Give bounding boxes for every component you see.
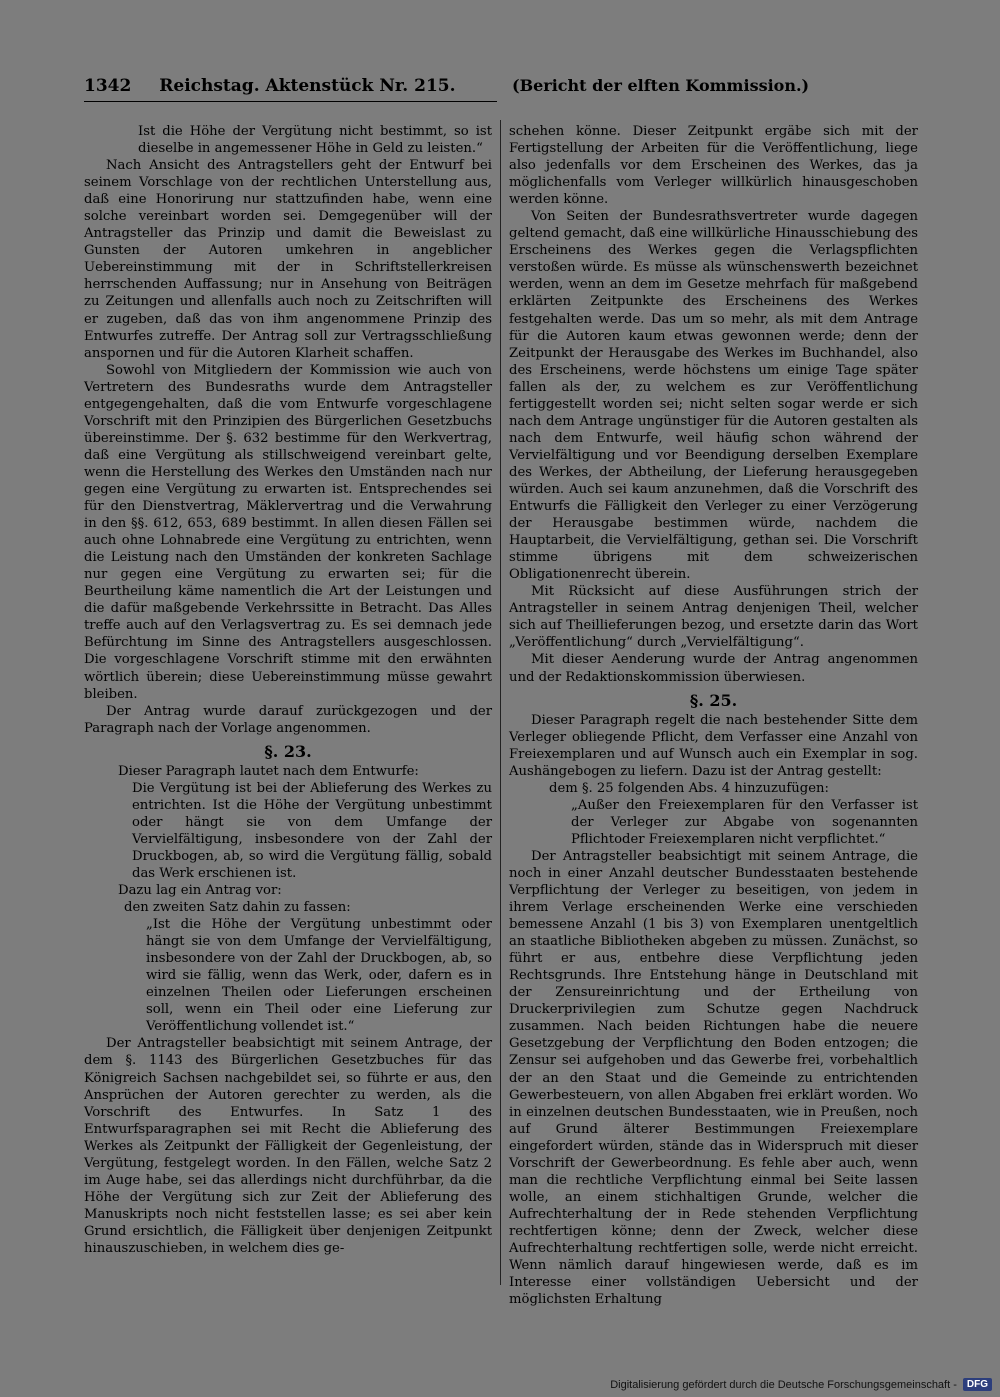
paragraph: Dieser Paragraph lautet nach dem Entwurfe: [118,763,419,779]
paragraph: dem §. 25 folgenden Abs. 4 hinzuzufügen: [549,780,829,796]
right-column [509,123,918,1308]
paragraph: schehen könne. Dieser Zeitpunkt ergäbe sich mit der Fertigstellung der Arbeiten für die Veröffentlichung, liege also jedenfalls vor dem Erscheinen des Werkes, das ja möglichenfalls vom Verleger willkürlich hinausgeschoben werden könne. [509,124,918,208]
page-number: 1342 [84,76,132,96]
section-heading: §. 25. [689,690,738,710]
paragraph: Der Antragsteller beabsichtigt mit seinem Antrage, die noch in einer Anzahl deutscher Bundesstaaten bestehende Verpflichtung der Verleger zu beseitigen, von jedem in ihrem Verlage erscheinenden Werke eine verschieden bemessene Anzahl (1 bis 3) von Exemplaren unentgeltlich an staatliche Bibliotheken abgeben zu müssen. Zunächst, so führt er aus, entbehre diese Verpflichtung jeden Rechtsgrunds. Ihre Entstehung hänge in Deutschland mit der Zensureinrichtung und der Ertheilung von Druckerprivilegien zum Schutze gegen Nachdruck zusammen. Nach beiden Richtungen habe die neuere Gesetzgebung der Verpflichtung den Boden entzogen; die Zensur sei aufgehoben und das Gewerbe frei, vorbehaltlich der an den Staat und die Gemeinde zu entrichtenden Gewerbesteuern, von allen Abgaben frei erklärt worden. Wo in einzelnen deutschen Bundesstaaten, wie in Preußen, noch auf Grund älterer Bestimmungen Freiexemplare eingefordert würden, stände das in Widerspruch mit dieser Vorschrift der Gewerbeordnung. Es fehle aber auch, wenn man die rechtliche Verpflichtung einmal bei Seite lassen wolle, an einem stichhaltigen Grunde, welcher die Aufrechterhaltung der in Rede stehenden Verpflichtung rechtfertigen könne; denn der Zweck, welcher diese Aufrechterhaltung rechtfertigen solle, werde nicht erreicht. Wenn nämlich darauf hingewiesen werde, daß es im Interesse einer vollständigen Uebersicht und der möglichsten Erhaltung [509,848,918,1308]
paragraph: Mit Rücksicht auf diese Ausführungen strich der Antragsteller in seinem Antrag denjenigen Theil, welcher sich auf Theillieferungen bezog, und ersetzte darin das Wort „Veröffentlichung“ durch „Vervielfältigung“. [509,584,918,651]
paragraph: Mit dieser Aenderung wurde der Antrag angenommen und der Redaktionskommission überwiesen. [509,652,918,685]
paragraph: Sowohl von Mitgliedern der Kommission wie auch von Vertretern des Bundesraths wurde dem Antragsteller entgegengehalten, daß die vom Entwurfe vorgeschlagene Vorschrift mit den Prinzipien des Bürgerlichen Gesetzbuchs übereinstimme. Der §. 632 bestimme für den Werkvertrag, daß eine Vergütung als stillschweigend vereinbart gelte, wenn die Herstellung des Werkes den Umständen nach nur gegen eine Vergütung zu erwarten ist. Entsprechendes sei für den Dienstvertrag, Mäklervertrag und die Verwahrung in den §§. 612, 653, 689 bestimmt. In allen diesen Fällen sei auch ohne Lohnabrede eine Vergütung zu entrichten, wenn die Leistung nach den Umständen der konkreten Sachlage nur gegen eine Vergütung zu erwarten sei; für die Beurtheilung käme namentlich die Art der Leistungen und die dafür maßgebende Verkehrssitte in Betracht. Das Alles treffe auch auf den Verlagsvertrag zu. Es sei demnach jede Befürchtung im Sinne des Antragstellers ausgeschlossen. Die vorgeschlagene Vorschrift stimme mit den erwähnten wörtlich überein; diese Uebereinstimmung müsse gewahrt bleiben. [84,362,492,702]
footer-text: Digitalisierung gefördert durch die Deutsche Forschungsgemeinschaft - [610,1378,957,1391]
paragraph: Ist die Höhe der Vergütung nicht bestimmt, so ist dieselbe in angemessener Höhe in Geld zu leisten.“ [138,124,492,157]
quoted-text: „Außer den Freiexemplaren für den Verfasser ist der Verleger zur Abgabe von sogenannten Pflichtoder Freiexemplaren nicht verpflichtet.“ [571,797,918,847]
paragraph: Von Seiten der Bundesrathsvertreter wurde dagegen geltend gemacht, daß eine willkürliche Hinausschiebung des Erscheinens des Werkes gegen die Verlagspflichten verstoßen würde. Es müsse als wünschenswerth bezeichnet werden, wenn an dem im Gesetze mehrfach für maßgebend erklärten Zeitpunkte des Erscheinens des Werkes festgehalten werde. Das um so mehr, als mit dem Antrage für die Autoren kaum etwas gewonnen werde; denn der Zeitpunkt der Herausgabe des Werkes im Buchhandel, also des Erscheinens, werde höchstens um einige Tage später fallen als der, zu welchem es zur Veröffentlichung fertiggestellt worden sei; nicht selten sogar werde er sich nach dem Antrage ungünstiger für die Autoren gestalten als nach dem Entwurfe, weil häufig schon während der Vervielfältigung und vor Beendigung derselben Exemplare des Werkes, der Abtheilung, der Lieferung herausgegeben würden. Auch sei kaum anzunehmen, daß die Vorschrift des Entwurfs die Fälligkeit den Verleger zu einer Verzögerung der Herausgabe bestimmen würde, nachdem die Hauptarbeit, die Vervielfältigung, gethan sei. Die Vorschrift stimme übrigens mit dem schweizerischen Obligationenrecht überein. [509,209,918,583]
paragraph: den zweiten Satz dahin zu fassen: [124,900,351,916]
quoted-text: Die Vergütung ist bei der Ablieferung des Werkes zu entrichten. Ist die Höhe der Vergütung unbestimmt oder hängt sie von dem Umfange der Vervielfältigung, insbesondere von der Zahl der Druckbogen, ab, so wird die Vergütung fällig, sobald das Werk erschienen ist. [132,780,492,881]
header-subtitle: (Bericht der elften Kommission.) [512,76,810,95]
paragraph: Dieser Paragraph regelt die nach bestehender Sitte dem Verleger obliegende Pflicht, dem Verfasser eine Anzahl von Freiexemplaren und auf Wunsch auch ein Exemplar in sog. Aushängebogen zu liefern. Dazu ist der Antrag gestellt: [509,712,918,779]
quoted-text: „Ist die Höhe der Vergütung unbestimmt oder hängt sie von dem Umfange der Vervielfältigung, insbesondere von der Zahl der Druckbogen, ab, so wird sie fällig, wenn das Werk, oder, dafern es in einzelnen Theilen oder Lieferungen erscheinen soll, wenn ein Theil oder eine Lieferung zur Veröffentlichung vollendet ist.“ [146,917,492,1035]
running-header [84,76,496,96]
dfg-logo-icon: DFG [963,1378,992,1391]
paragraph: Der Antragsteller beabsichtigt mit seinem Antrage, der dem §. 1143 des Bürgerlichen Gesetzbuches für das Königreich Sachsen nachgebildet sei, so führte er aus, den Ansprüchen der Autoren gerechter zu werden, als die Vorschrift des Entwurfes. In Satz 1 des Entwurfsparagraphen sei mit Recht die Ablieferung des Werkes als Zeitpunkt der Fälligkeit der Gegenleistung, der Vergütung, festgelegt worden. In den Fällen, welche Satz 2 im Auge habe, sei das allerdings nicht durchführbar, da die Höhe der Vergütung sich zur Zeit der Ablieferung des Manuskripts noch nicht feststellen lasse; es sei aber kein Grund ersichtlich, die Fälligkeit über denjenigen Zeitpunkt hinauszuschieben, in welchem dies ge- [84,1036,492,1256]
column-separator [500,120,501,1285]
left-column [84,123,492,1257]
paragraph: Der Antrag wurde darauf zurückgezogen und der Paragraph nach der Vorlage angenommen. [84,703,492,736]
paragraph: Dazu lag ein Antrag vor: [118,883,282,899]
footer-credit [610,1378,992,1391]
header-title: Reichstag. Aktenstück Nr. 215. [159,76,456,96]
paragraph: Nach Ansicht des Antragstellers geht der Entwurf bei seinem Vorschlage von der rechtlichen Unterstellung aus, daß eine Honorirung nur stattzufinden habe, wenn eine solche vereinbart worden sei. Demgegenüber will der Antragsteller das Prinzip und damit die Beweislast zu Gunsten der Autoren umkehren in angeblicher Uebereinstimmung mit der in Schriftstellerkreisen herrschenden Auffassung; nur in Ansehung von Beiträgen zu Zeitungen und allenfalls auch noch zu Zeitschriften will er zugeben, daß das von ihm angenommene Prinzip des Entwurfes zutreffe. Der Antrag soll zur Vertragsschließung anspornen und für die Autoren Klarheit schaffen. [84,158,492,361]
section-heading: §. 23. [264,741,312,761]
header-rule [84,101,497,102]
